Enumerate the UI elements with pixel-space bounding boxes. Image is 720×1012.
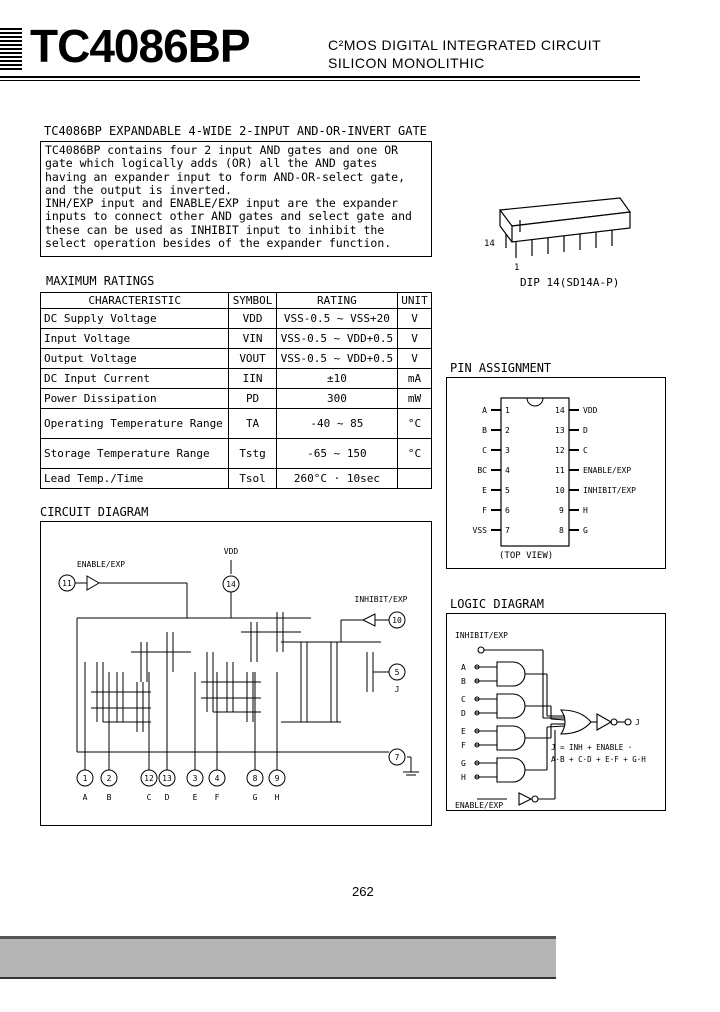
page-number: 262 (352, 884, 374, 899)
logic-drawing (447, 614, 665, 810)
cell: V (398, 309, 432, 329)
bottom-pin-num: 3 (192, 774, 198, 783)
description-heading: TC4086BP EXPANDABLE 4-WIDE 2-INPUT AND-OR-INVERT GATE (44, 124, 427, 138)
table-row (41, 349, 432, 369)
pin-num: 7 (505, 526, 510, 535)
bottom-pin-label: B (106, 793, 112, 802)
cell: DC Input Current (41, 369, 229, 389)
col-unit: UNIT (398, 293, 432, 309)
desc-line: gate which logically adds (OR) all the AND gates (45, 156, 378, 171)
desc-line: and the output is inverted. (45, 182, 232, 197)
col-characteristic: CHARACTERISTIC (41, 293, 229, 309)
out-label: J (394, 685, 400, 694)
bottom-pin-num: 2 (106, 774, 112, 783)
logic-input-d: D (461, 709, 466, 718)
logic-input-e: E (461, 727, 466, 736)
cell: VSS-0.5 ~ VDD+0.5 (276, 329, 397, 349)
table-row (41, 409, 432, 439)
pin-label: ENABLE/EXP (583, 466, 632, 475)
bottom-pin-label: C (146, 793, 152, 802)
logic-box (446, 613, 666, 811)
cell: -40 ~ 85 (276, 409, 397, 439)
logic-title: LOGIC DIAGRAM (450, 597, 544, 611)
cell: DC Supply Voltage (41, 309, 229, 329)
table-row (41, 439, 432, 469)
inhibit-pin: 10 (392, 616, 402, 625)
vdd-label: VDD (223, 547, 239, 556)
bottom-pin-label: F (214, 793, 220, 802)
top-view-caption: (TOP VIEW) (499, 551, 554, 561)
pin-label: A (482, 406, 487, 415)
header-stripes (0, 28, 22, 72)
table-row (41, 309, 432, 329)
pin-num: 14 (555, 406, 565, 415)
pin-assignment-box (446, 377, 666, 569)
pin-num: 4 (505, 466, 510, 475)
cell: VIN (229, 329, 276, 349)
cell: VDD (229, 309, 276, 329)
part-number-title: TC4086BP (30, 20, 250, 72)
cell: PD (229, 389, 276, 409)
pin-label: VDD (583, 406, 598, 415)
pin-num: 1 (505, 406, 510, 415)
cell: V (398, 349, 432, 369)
logic-input-c: C (461, 695, 466, 704)
bottom-pin-num: 12 (144, 774, 154, 783)
cell: Storage Temperature Range (41, 439, 229, 469)
desc-line: inputs to connect other AND gates and select gate and (45, 209, 412, 224)
pkg-pin14: 14 (484, 239, 495, 249)
bottom-pin-label: H (274, 793, 280, 802)
logic-input-b: B (461, 677, 466, 686)
bottom-pin-label: D (164, 793, 170, 802)
ratings-header-row (41, 293, 432, 309)
enable-label: ENABLE/EXP (76, 560, 126, 569)
pin-label: INHIBIT/EXP (583, 486, 636, 495)
pin-num: 11 (555, 466, 565, 475)
header-rule (0, 76, 640, 78)
col-rating: RATING (276, 293, 397, 309)
pin-num: 13 (555, 426, 565, 435)
col-symbol: SYMBOL (229, 293, 276, 309)
pin-assignment-drawing (447, 378, 665, 568)
pin-label: G (583, 526, 588, 535)
logic-enable: ENABLE/EXP (455, 801, 504, 810)
pin-label: H (583, 506, 588, 515)
cell: Tstg (229, 439, 276, 469)
bottom-pin-num: 1 (82, 774, 88, 783)
out-pin: 5 (394, 668, 400, 677)
pin-label: C (482, 446, 487, 455)
subtitle-line-1: C²MOS DIGITAL INTEGRATED CIRCUIT (328, 37, 602, 53)
header-subtitle (328, 36, 601, 72)
cell (398, 469, 432, 489)
cell: Output Voltage (41, 349, 229, 369)
table-row (41, 469, 432, 489)
pin-label: E (482, 486, 487, 495)
bottom-pin-label: E (192, 793, 198, 802)
logic-inhibit: INHIBIT/EXP (455, 631, 508, 640)
gnd-pin: 7 (394, 753, 400, 762)
cell: V (398, 329, 432, 349)
bottom-pin-label: A (82, 793, 88, 802)
bottom-pin-num: 4 (214, 774, 220, 783)
cell: °C (398, 409, 432, 439)
cell: Tsol (229, 469, 276, 489)
cell: Operating Temperature Range (41, 409, 229, 439)
desc-line: INH/EXP input and ENABLE/EXP input are the expander (45, 196, 399, 211)
pin-num: 8 (559, 526, 564, 535)
pin-label: C (583, 446, 588, 455)
pin-label: VSS (472, 526, 487, 535)
bottom-pin-num: 9 (274, 774, 280, 783)
footer-bar (0, 936, 556, 979)
logic-input-f: F (461, 741, 466, 750)
cell: °C (398, 439, 432, 469)
description-box (40, 141, 432, 257)
subtitle-line-2: SILICON MONOLITHIC (328, 55, 485, 71)
pin-label: D (583, 426, 588, 435)
desc-line: having an expander input to form AND-OR-select gate, (45, 169, 406, 184)
bottom-pin-num: 13 (162, 774, 172, 783)
cell: TA (229, 409, 276, 439)
cell: Input Voltage (41, 329, 229, 349)
cell: Power Dissipation (41, 389, 229, 409)
cell: IIN (229, 369, 276, 389)
circuit-box (40, 521, 432, 826)
pin-num: 6 (505, 506, 510, 515)
header-rule-2 (0, 80, 640, 81)
package-caption: DIP 14(SD14A-P) (520, 276, 620, 289)
table-row (41, 389, 432, 409)
pin-num: 9 (559, 506, 564, 515)
dip-package-drawing (480, 180, 640, 290)
pin-label: BC (477, 466, 487, 475)
logic-output: J (635, 718, 640, 727)
pin-assignment-title: PIN ASSIGNMENT (450, 361, 552, 375)
pin-label: B (482, 426, 487, 435)
circuit-title: CIRCUIT DIAGRAM (40, 505, 149, 519)
logic-equation-2: A·B + C·D + E·F + G·H (551, 755, 646, 764)
inhibit-label: INHIBIT/EXP (354, 595, 408, 604)
desc-line: select operation besides of the expander function. (45, 236, 392, 251)
logic-equation-1: J = INH + ENABLE · (551, 743, 633, 752)
desc-line: these can be used as INHIBIT input to inhibit the (45, 222, 385, 237)
desc-line: TC4086BP contains four 2 input AND gates and one OR (45, 143, 399, 157)
logic-input-a: A (461, 663, 466, 672)
logic-input-h: H (461, 773, 466, 782)
logic-input-g: G (461, 759, 466, 768)
bottom-pin-label: G (252, 793, 258, 802)
cell: Lead Temp./Time (41, 469, 229, 489)
pin-num: 12 (555, 446, 565, 455)
cell: mW (398, 389, 432, 409)
cell: 300 (276, 389, 397, 409)
cell: VSS-0.5 ~ VDD+0.5 (276, 349, 397, 369)
pin-num: 2 (505, 426, 510, 435)
enable-pin: 11 (62, 579, 72, 588)
cell: -65 ~ 150 (276, 439, 397, 469)
cell: mA (398, 369, 432, 389)
ratings-table (40, 292, 432, 489)
bottom-pin-num: 8 (252, 774, 258, 783)
pkg-pin1: 1 (514, 263, 520, 273)
cell: 260°C · 10sec (276, 469, 397, 489)
vdd-pin: 14 (226, 580, 236, 589)
pin-label: F (482, 506, 487, 515)
table-row (41, 329, 432, 349)
ratings-title: MAXIMUM RATINGS (46, 274, 155, 288)
circuit-drawing (41, 522, 431, 825)
pin-num: 5 (505, 486, 510, 495)
table-row (41, 369, 432, 389)
cell: ±10 (276, 369, 397, 389)
cell: VOUT (229, 349, 276, 369)
pin-num: 10 (555, 486, 565, 495)
pin-num: 3 (505, 446, 510, 455)
cell: VSS-0.5 ~ VSS+20 (276, 309, 397, 329)
